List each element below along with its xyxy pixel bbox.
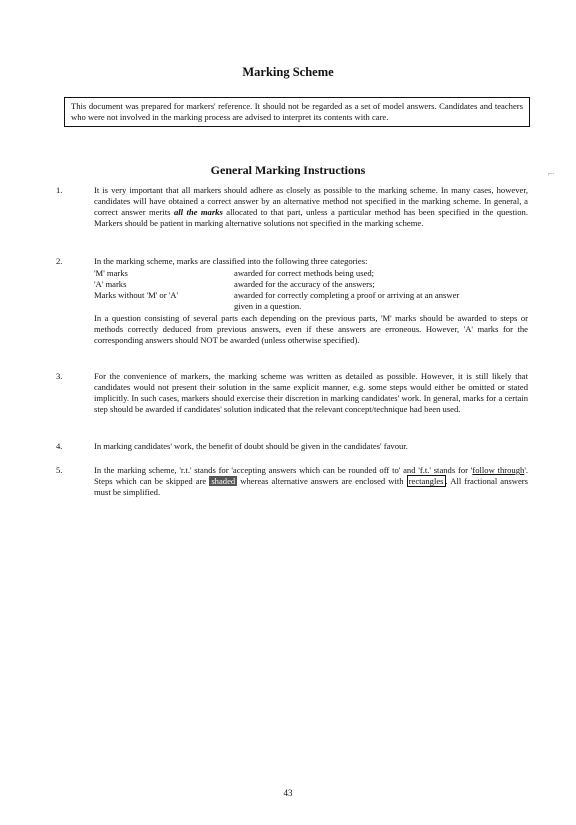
item-text: In a question consisting of several parts each depending on the previous parts, 'M' marks should be awarded to steps or methods correctly deduced from previous answers, even if these answers are erroneous. However, 'A' marks for the corresponding answers should NOT be awarded (unless otherwise specified). [94, 313, 528, 345]
section-title: General Marking Instructions [210, 163, 366, 177]
category-label: 'M' marks [94, 268, 128, 278]
category-row [94, 268, 528, 279]
instruction-item-5 [56, 465, 528, 498]
item-text: In the marking scheme, 'r.t.' stands for 'accepting answers which can be rounded off to' and 'f.t.' stands for 'follow through'. Steps which can be skipped are shaded whereas alternative answers are enclosed with rectangles . All fractional answers must be simplified. [94, 465, 529, 497]
page-number: 43 [283, 788, 293, 798]
emphasis-text: all the marks [173, 207, 223, 217]
item-text: For the convenience of markers, the marking scheme was written as detailed as possible. However, it is still likely that candidates would not present their solution in the same explicit manner, e.g. some steps would either be omitted or stated implicitly. In such cases, markers should exercise their discretion in marking candidates' work. In general, marks for a certain step should be awarded if candidates' solution indicated that the relevant concept/technique had been used. [94, 371, 528, 414]
category-description: awarded for correctly completing a proof or arriving at an answer given in a question. [234, 290, 460, 311]
instruction-item-2 [56, 256, 528, 346]
item-text: In marking candidates' work, the benefit of doubt should be given in the candidates' favour. [94, 441, 408, 451]
category-label: Marks without 'M' or 'A' [94, 290, 179, 300]
page-title: Marking Scheme [242, 65, 334, 79]
rectangle-example: rectangles [408, 476, 444, 486]
category-label: 'A' marks [94, 279, 127, 289]
item-number: 2. [56, 256, 63, 266]
follow-through-text: follow through [472, 465, 525, 475]
item-intro: In the marking scheme, marks are classified into the following three categories: [94, 256, 368, 266]
category-row [94, 290, 528, 312]
instruction-item-1 [56, 185, 528, 229]
item-number: 3. [56, 371, 63, 381]
instruction-item-4 [56, 441, 528, 452]
mark-categories [94, 268, 528, 312]
margin-mark: ⌐· [548, 170, 555, 178]
item-number: 4. [56, 441, 63, 451]
category-description: awarded for correct methods being used; [234, 268, 375, 278]
item-number: 5. [56, 465, 63, 475]
notice-box: This document was prepared for markers' reference. It should not be regarded as a set of model answers. Candidates and teachers who were not involved in the marking process are advised to interpret its contents with care. [64, 97, 530, 127]
item-text: It is very important that all markers should adhere as closely as possible to the marking scheme. In many cases, however, candidates will have obtained a correct answer by an alternative method not specified in the marking scheme. In general, a correct answer merits all the marks allocated to that part, unless a particular method has been specified in the question. Markers should be patient in marking alternative solutions not specified in the marking scheme. [94, 185, 528, 228]
shaded-example: shaded [211, 476, 236, 486]
category-description: awarded for the accuracy of the answers; [234, 279, 375, 289]
item-number: 1. [56, 185, 63, 195]
category-row [94, 279, 528, 290]
instruction-item-3 [56, 371, 528, 415]
